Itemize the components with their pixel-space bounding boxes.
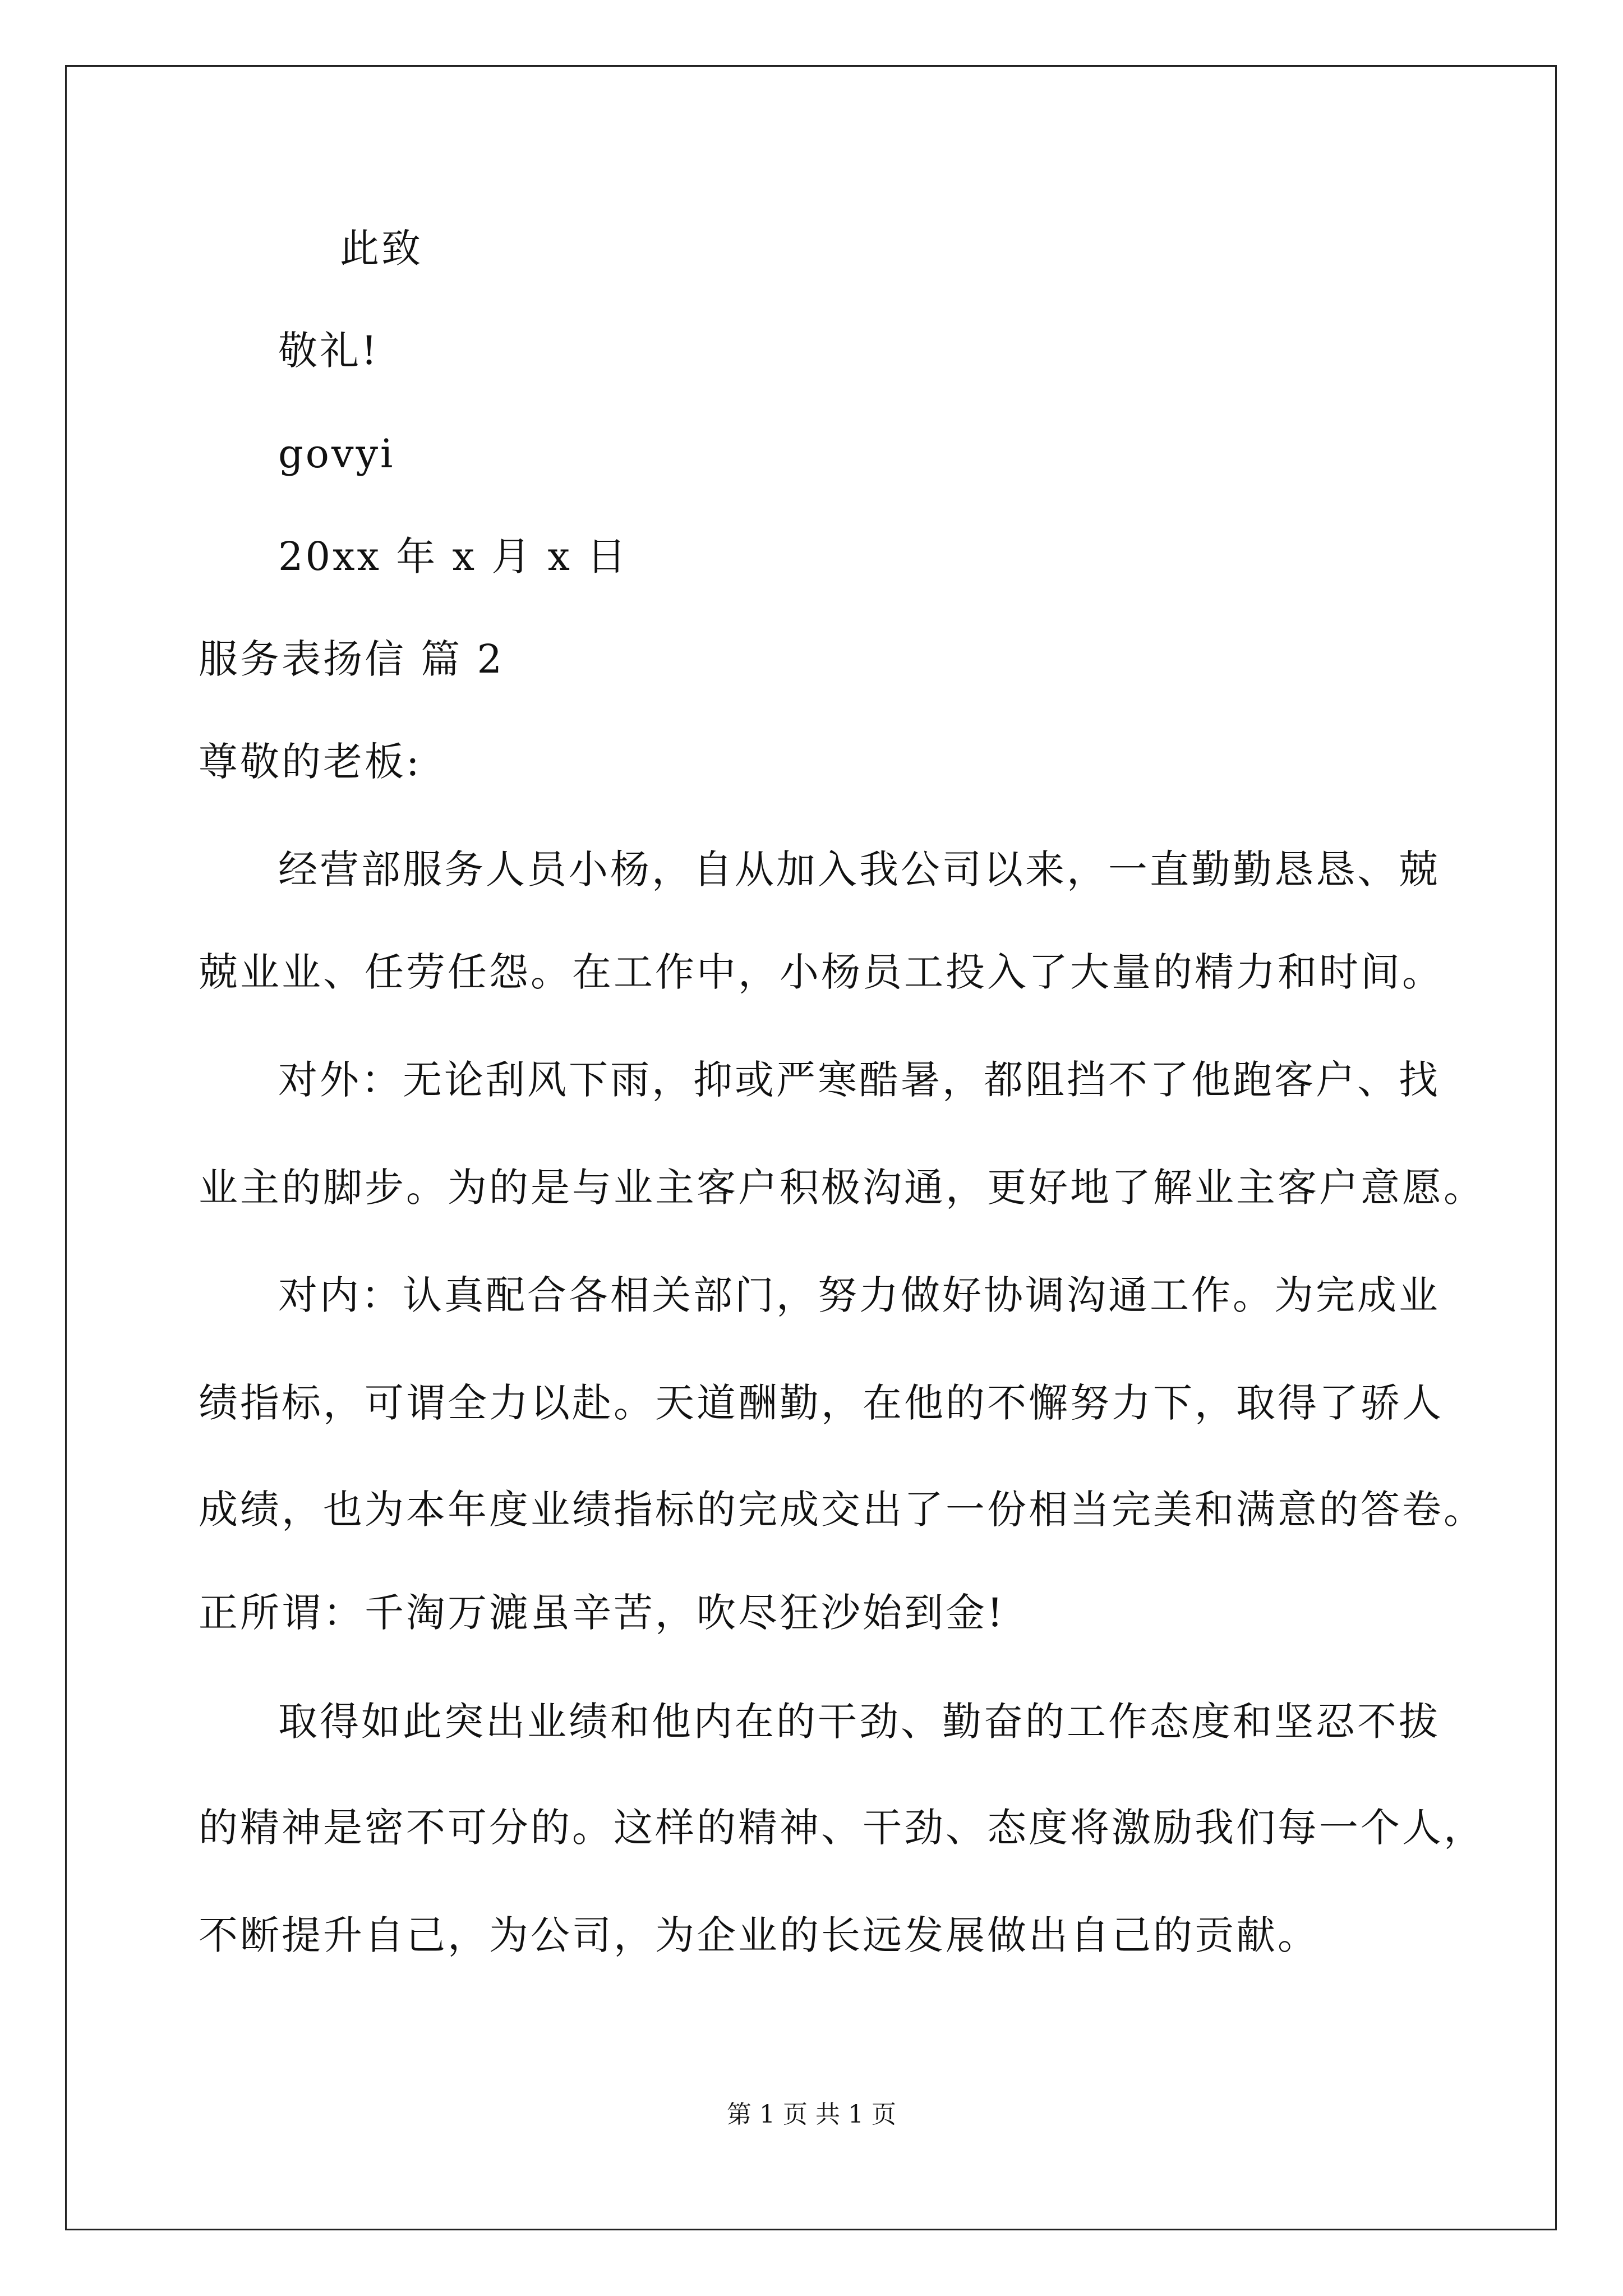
paragraph-2-line-2: 业主的脚步。为的是与业主客户积极沟通，更好地了解业主客户意愿。 (199, 1165, 1485, 1211)
page-border (65, 65, 1557, 2230)
paragraph-1-line-1: 经营部服务人员小杨，自从加入我公司以来，一直勤勤恳恳、兢 (278, 846, 1440, 892)
paragraph-3-line-2: 绩指标，可谓全力以赴。天道酬勤，在他的不懈努力下，取得了骄人 (199, 1380, 1444, 1426)
signature-date: 20xx 年 x 月 x 日 (278, 533, 629, 579)
paragraph-4-line-2: 的精神是密不可分的。这样的精神、干劲、态度将激励我们每一个人， (199, 1805, 1485, 1851)
paragraph-3-line-1: 对内：认真配合各相关部门，努力做好协调沟通工作。为完成业 (278, 1272, 1440, 1318)
letter-greeting: 尊敬的老板: (199, 739, 422, 785)
paragraph-4-line-3: 不断提升自己，为公司，为企业的长远发展做出自己的贡献。 (199, 1912, 1319, 1958)
paragraph-4-line-1: 取得如此突出业绩和他内在的干劲、勤奋的工作态度和坚忍不拔 (278, 1699, 1440, 1745)
closing-respects: 敬礼! (278, 328, 380, 374)
section-heading: 服务表扬信 篇 2 (199, 636, 505, 682)
paragraph-3-line-3: 成绩，也为本年度业绩指标的完成交出了一份相当完美和满意的答卷。 (199, 1487, 1485, 1533)
paragraph-2-line-1: 对外：无论刮风下雨，抑或严寒酷暑，都阻挡不了他跑客户、找 (278, 1057, 1440, 1103)
signature-name: govyi (278, 431, 395, 477)
paragraph-1-line-2: 兢业业、任劳任怨。在工作中，小杨员工投入了大量的精力和时间。 (199, 949, 1444, 995)
paragraph-3-line-4: 正所谓：千淘万漉虽辛苦，吹尽狂沙始到金! (199, 1590, 1006, 1636)
closing-salutation: 此致 (340, 226, 423, 272)
page-number-footer: 第 1 页 共 1 页 (727, 2100, 896, 2129)
